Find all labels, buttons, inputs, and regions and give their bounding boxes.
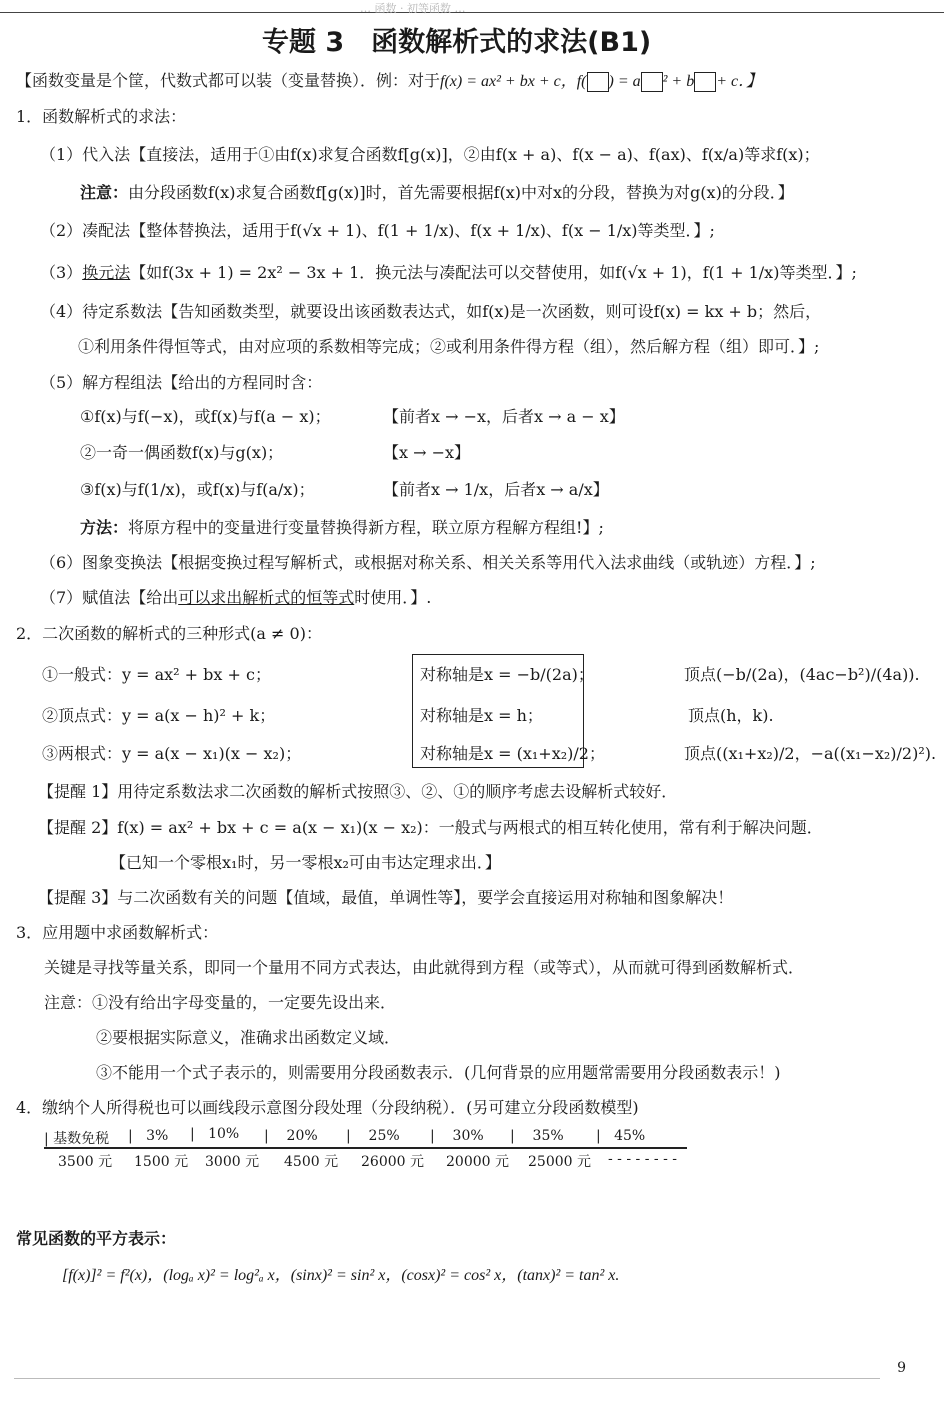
method-5-case-3-rule: 【前者x → 1/x，后者x → a/x】 [383,480,609,499]
square-identities: [f(x)]² = f²(x)，(logₐ x)² = log²ₐ x，(sinx)² = sin² x，(cosx)² = cos² x，(tanx)² = tan² x. [62,1267,620,1284]
intro-formula: f(x) = ax² + bx + c，f( [440,73,587,90]
intro-line [16,68,762,92]
method-3-label: （3） [40,263,83,282]
tip-2-note: 【已知一个零根x₁时，另一零根x₂可由韦达定理求出．】 [110,853,501,872]
method-1-text: 【直接法，适用于①由f(x)求复合函数f[g(x)]，②由f(x + a)、f(x − a)、f(ax)、f(x/a)等求f(x)； [130,145,820,164]
tip-3: 【提醒 3】与二次函数有关的问题【值域，最值，单调性等】，要学会直接运用对称轴和图象解决！ [38,888,734,907]
tip-2: 【提醒 2】f(x) = ax² + bx + c = a(x − x₁)(x − x₂)：一般式与两根式的相互转化使用，常有利于解决问题． [38,818,823,837]
form-vertex: ②顶点式：y = a(x − h)² + k； [42,706,276,725]
method-5-case-2: ②一奇一偶函数f(x)与g(x)； [80,443,284,462]
tax-amount: 3000 元 [205,1154,260,1170]
tax-rate: | 45% [596,1128,646,1144]
method-1-label: （1）代入法 [40,145,131,164]
blank-box-1 [587,72,609,92]
running-header: … 函数 · 初等函数 … [360,2,466,15]
method-7-underlined: 可以求出解析式的恒等式 [178,588,355,607]
blank-box-3 [694,72,716,92]
method-4-text: 【告知函数类型，就要设出该函数表达式，如f(x)是一次函数，则可设f(x) = kx + b；然后， [162,302,822,321]
tax-rate: | 基数免税 [44,1131,110,1147]
axis-vertex: 对称轴是x = h； [420,706,543,725]
method-7 [40,585,431,608]
page-number: 9 [897,1360,906,1376]
section-3-note-2: ②要根据实际意义，准确求出函数定义域． [96,1028,401,1047]
form-roots: ③两根式：y = a(x − x₁)(x − x₂)； [42,744,302,763]
intro-formula-a: ) = a [608,73,641,90]
method-6-text: 【根据变换过程写解析式，或根据对称关系、相关关系等用代入法求曲线（或轨迹）方程．】; [162,553,816,572]
footer-rule [14,1378,880,1379]
tax-amount: - - - - - - - - [608,1151,677,1167]
tax-rate: | 30% [430,1128,484,1144]
intro-text: 【函数变量是个筐，代数式都可以装（变量替换）．例：对于 [16,71,441,90]
intro-formula-b: ² + b [662,73,695,90]
vertex-general: 顶点(−b/(2a)，(4ac−b²)/(4a)). [684,665,920,684]
method-2 [40,218,715,241]
method-5-approach [80,515,604,538]
method-7-label: （7）赋值法 [40,588,131,607]
vertex-roots: 顶点((x₁+x₂)/2，−a((x₁−x₂)/2)²). [684,744,937,763]
tax-amount: 1500 元 [134,1154,189,1170]
method-7-text-b: 时使用．】. [354,588,432,607]
section-5-heading: 常见函数的平方表示： [16,1229,177,1248]
method-1-note [80,180,794,203]
top-rule [0,12,944,13]
note-label: 注意： [80,183,129,202]
tax-rate: | 3% [128,1128,169,1144]
method-3-label-underlined: 换元法 [82,263,131,282]
method-6-label: （6）图象变换法 [40,553,163,572]
section-3-paragraph: 关键是寻找等量关系，即同一个量用不同方式表达，由此就得到方程（或等式），从而就可得到函数解析式． [44,958,805,977]
tax-rate-label: 3% [146,1128,169,1144]
vertex-vertex: 顶点(h，k). [688,706,774,725]
tax-rate: | 20% [264,1128,318,1144]
section-2-heading: 2．二次函数的解析式的三种形式(a ≠ 0)： [16,624,322,643]
method-5-label: （5）解方程组法 [40,373,163,392]
method-3 [40,260,857,283]
section-3-note-3: ③不能用一个式子表示的，则需要用分段函数表示．(几何背景的应用题常需要用分段函数表示！) [96,1063,781,1082]
tax-rate: | 35% [510,1128,564,1144]
method-5-text: 【给出的方程同时含： [162,373,323,392]
method-5-case-2-rule: 【x → −x】 [383,443,471,462]
section-1-heading: 1．函数解析式的求法： [16,107,187,126]
tax-amount: 26000 元 [361,1154,424,1170]
method-7-text-a: 【给出 [130,588,179,607]
method-5-case-1-rule: 【前者x → −x，后者x → a − x】 [383,407,625,426]
method-4-cont: ①利用条件得恒等式，由对应项的系数相等完成；②或利用条件得方程（组），然后解方程（组）即可．】; [78,337,820,356]
tax-amount: 3500 元 [58,1154,113,1170]
section-4-heading: 4．缴纳个人所得税也可以画线段示意图分段处理（分段纳税）．(另可建立分段函数模型) [16,1098,639,1117]
method-5 [40,370,322,393]
tax-amount: 20000 元 [446,1154,509,1170]
tax-axis-line [44,1147,687,1149]
method-1 [40,142,820,165]
tax-rate-label: 基数免税 [53,1131,110,1147]
tax-rate-label: 45% [614,1128,646,1144]
tip-1: 【提醒 1】用待定系数法求二次函数的解析式按照③、②、①的顺序考虑去设解析式较好． [38,782,678,801]
approach-text: 将原方程中的变量进行变量替换得新方程，联立原方程解方程组!】; [128,518,604,537]
blank-box-2 [641,72,663,92]
section-3-note-1: 注意：①没有给出字母变量的，一定要先设出来． [44,993,397,1012]
method-4 [40,299,821,322]
method-3-text: 【如f(3x + 1) = 2x² − 3x + 1．换元法与凑配法可以交替使用，如f(√x + 1)，f(1 + 1/x)等类型．】; [130,263,857,282]
page-title: 专题 3 函数解析式的求法(B1) [262,27,652,58]
tax-rate: | 10% [190,1126,240,1142]
axis-general: 对称轴是x = −b/(2a)； [420,665,594,684]
tax-rate: | 25% [346,1128,400,1144]
tax-rate-label: 35% [532,1128,564,1144]
method-4-label: （4）待定系数法 [40,302,163,321]
approach-label: 方法： [80,518,129,537]
tax-amount: 4500 元 [284,1154,339,1170]
note-text: 由分段函数f(x)求复合函数f[g(x)]时，首先需要根据f(x)中对x的分段，替换为对g(x)的分段．】 [128,183,794,202]
intro-formula-c: + c．】 [716,73,763,90]
axis-roots: 对称轴是x = (x₁+x₂)/2； [420,744,605,763]
method-2-text: 【整体替换法，适用于f(√x + 1)、f(1 + 1/x)、f(x + 1/x)、f(x − 1/x)等类型．】; [130,221,715,240]
tax-rate-label: 20% [286,1128,318,1144]
tax-rate-label: 30% [452,1128,484,1144]
method-5-case-3: ③f(x)与f(1/x)，或f(x)与f(a/x)； [80,480,315,499]
tax-rate-label: 25% [368,1128,400,1144]
tax-amount: 25000 元 [528,1154,591,1170]
method-2-label: （2）凑配法 [40,221,131,240]
form-general: ①一般式：y = ax² + bx + c； [42,665,271,684]
tax-rate-label: 10% [208,1126,240,1142]
method-6 [40,550,816,573]
method-5-case-1: ①f(x)与f(−x)，或f(x)与f(a − x)； [80,407,331,426]
section-3-heading: 3．应用题中求函数解析式： [16,923,219,942]
